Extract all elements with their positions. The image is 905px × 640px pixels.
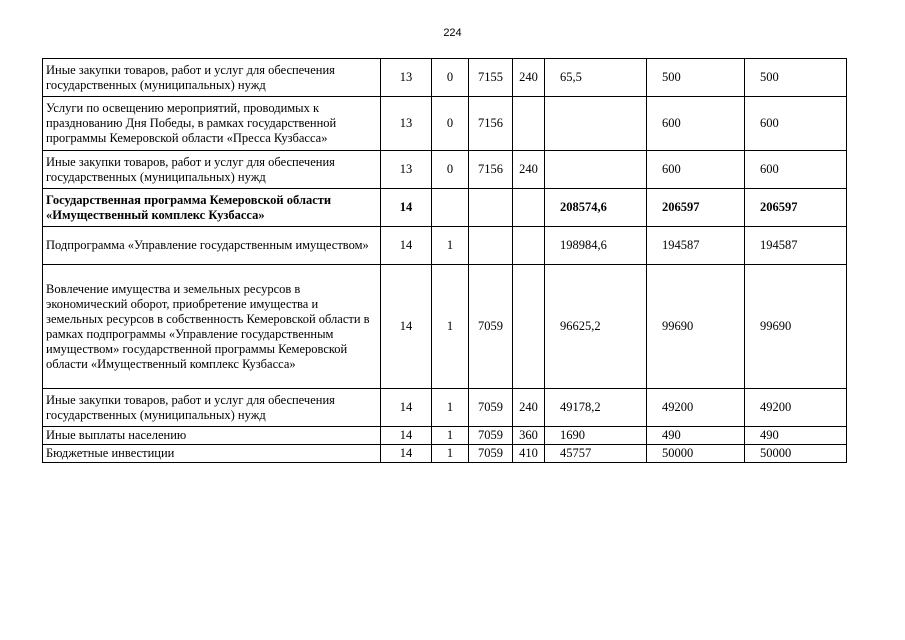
expense-type-cell: 360 bbox=[513, 427, 545, 445]
amount-cell-3: 600 bbox=[745, 151, 847, 189]
subsection-cell: 0 bbox=[432, 97, 469, 151]
table-row bbox=[43, 389, 847, 427]
table-row bbox=[43, 189, 847, 227]
amount-cell-3: 49200 bbox=[745, 389, 847, 427]
amount-cell-3: 490 bbox=[745, 427, 847, 445]
target-article-cell bbox=[469, 189, 513, 227]
section-cell: 14 bbox=[381, 227, 432, 265]
table-row bbox=[43, 445, 847, 463]
target-article-cell: 7156 bbox=[469, 151, 513, 189]
expense-type-cell: 240 bbox=[513, 151, 545, 189]
expense-type-cell bbox=[513, 265, 545, 389]
section-cell: 13 bbox=[381, 59, 432, 97]
amount-cell-2: 490 bbox=[647, 427, 745, 445]
table-row bbox=[43, 59, 847, 97]
amount-cell-3: 500 bbox=[745, 59, 847, 97]
target-article-cell: 7059 bbox=[469, 427, 513, 445]
table-row bbox=[43, 97, 847, 151]
expense-type-cell bbox=[513, 97, 545, 151]
amount-cell-1: 208574,6 bbox=[545, 189, 647, 227]
amount-cell-2: 194587 bbox=[647, 227, 745, 265]
amount-cell-1 bbox=[545, 97, 647, 151]
subsection-cell: 1 bbox=[432, 265, 469, 389]
section-cell: 14 bbox=[381, 265, 432, 389]
amount-cell-2: 206597 bbox=[647, 189, 745, 227]
row-name: Подпрограмма «Управление государственным имуществом» bbox=[43, 227, 381, 265]
section-cell: 14 bbox=[381, 389, 432, 427]
row-name: Государственная программа Кемеровской области «Имущественный комплекс Кузбасса» bbox=[43, 189, 381, 227]
subsection-cell: 0 bbox=[432, 59, 469, 97]
budget-table bbox=[42, 58, 847, 463]
row-name: Иные закупки товаров, работ и услуг для обеспечения государственных (муниципальных) нужд bbox=[43, 389, 381, 427]
section-cell: 14 bbox=[381, 427, 432, 445]
amount-cell-1: 65,5 bbox=[545, 59, 647, 97]
table-row bbox=[43, 227, 847, 265]
amount-cell-3: 206597 bbox=[745, 189, 847, 227]
table-row bbox=[43, 265, 847, 389]
subsection-cell: 1 bbox=[432, 445, 469, 463]
expense-type-cell bbox=[513, 189, 545, 227]
subsection-cell: 1 bbox=[432, 427, 469, 445]
row-name: Иные закупки товаров, работ и услуг для обеспечения государственных (муниципальных) нужд bbox=[43, 59, 381, 97]
target-article-cell bbox=[469, 227, 513, 265]
expense-type-cell: 410 bbox=[513, 445, 545, 463]
amount-cell-1: 198984,6 bbox=[545, 227, 647, 265]
amount-cell-3: 99690 bbox=[745, 265, 847, 389]
page-number: 224 bbox=[443, 27, 462, 39]
row-name: Иные выплаты населению bbox=[43, 427, 381, 445]
section-cell: 13 bbox=[381, 97, 432, 151]
amount-cell-1: 45757 bbox=[545, 445, 647, 463]
amount-cell-3: 600 bbox=[745, 97, 847, 151]
table-row bbox=[43, 427, 847, 445]
amount-cell-3: 194587 bbox=[745, 227, 847, 265]
amount-cell-1: 49178,2 bbox=[545, 389, 647, 427]
amount-cell-1 bbox=[545, 151, 647, 189]
row-name: Услуги по освещению мероприятий, проводимых к празднованию Дня Победы, в рамках государственной программы Кемеровской области «Пресса Кузбасса» bbox=[43, 97, 381, 151]
section-cell: 14 bbox=[381, 445, 432, 463]
amount-cell-1: 96625,2 bbox=[545, 265, 647, 389]
amount-cell-2: 50000 bbox=[647, 445, 745, 463]
amount-cell-2: 49200 bbox=[647, 389, 745, 427]
section-cell: 13 bbox=[381, 151, 432, 189]
expense-type-cell: 240 bbox=[513, 59, 545, 97]
expense-type-cell: 240 bbox=[513, 389, 545, 427]
amount-cell-3: 50000 bbox=[745, 445, 847, 463]
target-article-cell: 7059 bbox=[469, 445, 513, 463]
target-article-cell: 7155 bbox=[469, 59, 513, 97]
row-name: Иные закупки товаров, работ и услуг для обеспечения государственных (муниципальных) нужд bbox=[43, 151, 381, 189]
amount-cell-2: 600 bbox=[647, 151, 745, 189]
row-name: Вовлечение имущества и земельных ресурсов в экономический оборот, приобретение имущества и земельных ресурсов в собственность Кемеровской области в рамках подпрограммы «Управление государственным имуществом» государственной программы Кемеровской области «Имущественный комплекс Кузбасса» bbox=[43, 265, 381, 389]
amount-cell-1: 1690 bbox=[545, 427, 647, 445]
amount-cell-2: 99690 bbox=[647, 265, 745, 389]
section-cell: 14 bbox=[381, 189, 432, 227]
target-article-cell: 7059 bbox=[469, 265, 513, 389]
subsection-cell: 1 bbox=[432, 389, 469, 427]
subsection-cell bbox=[432, 189, 469, 227]
expense-type-cell bbox=[513, 227, 545, 265]
amount-cell-2: 500 bbox=[647, 59, 745, 97]
table-row bbox=[43, 151, 847, 189]
row-name: Бюджетные инвестиции bbox=[43, 445, 381, 463]
target-article-cell: 7059 bbox=[469, 389, 513, 427]
target-article-cell: 7156 bbox=[469, 97, 513, 151]
amount-cell-2: 600 bbox=[647, 97, 745, 151]
subsection-cell: 0 bbox=[432, 151, 469, 189]
subsection-cell: 1 bbox=[432, 227, 469, 265]
